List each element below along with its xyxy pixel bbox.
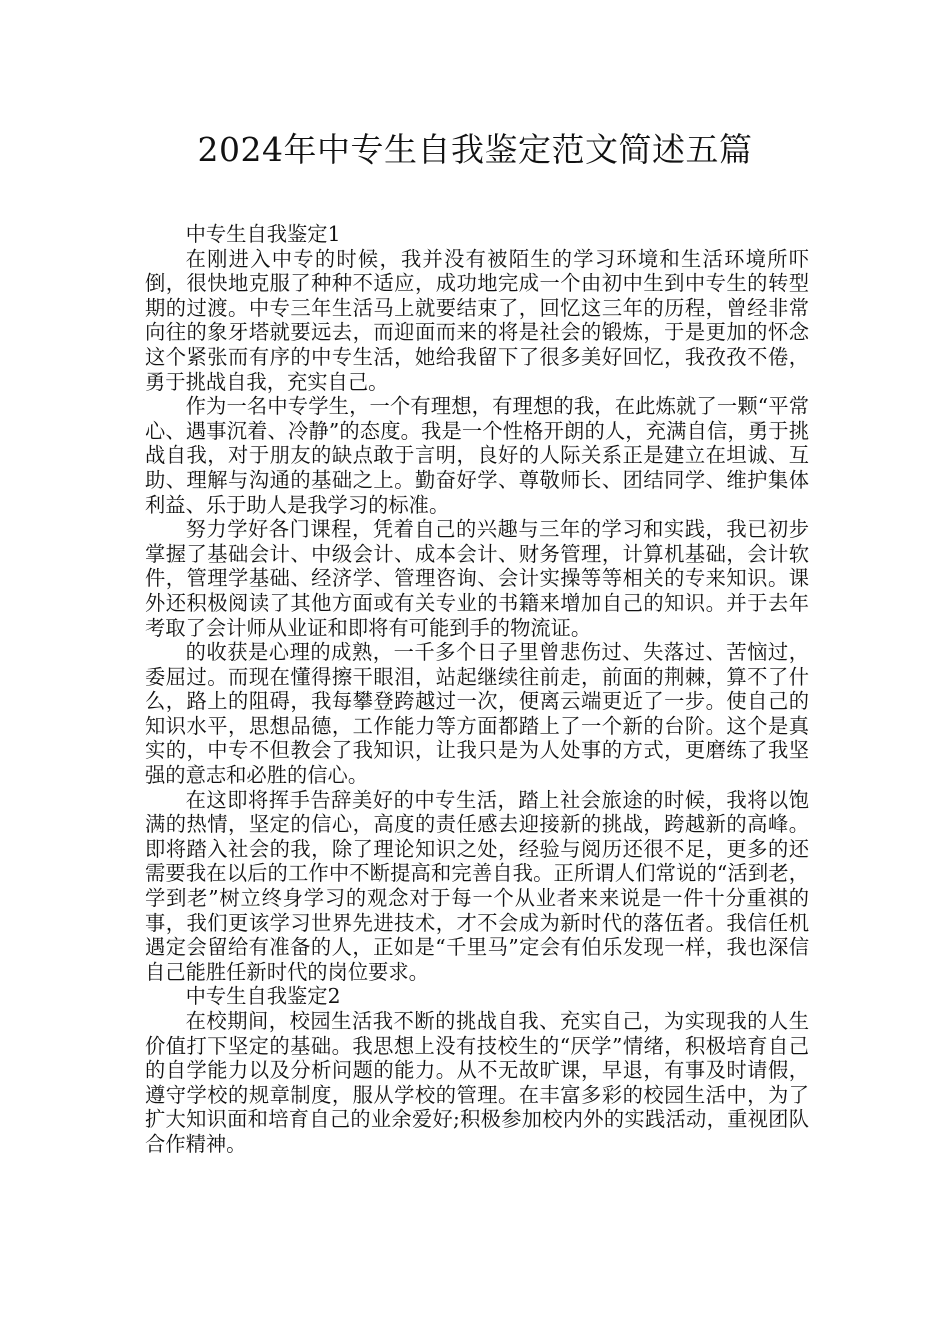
document-title: 2024年中专生自我鉴定范文简述五篇 (197, 130, 753, 169)
paragraph: 在刚进入中专的时候，我并没有被陌生的学习环境和生活环境所吓倒，很快地克服了种种不适应，成功地完成一个由初中生到中专生的转型期的过渡。中专三年生活马上就要结束了，回忆这三年的历程，曾经非常向往的象牙塔就要远去，而迎面而来的将是社会的锻炼，于是更加的怀念这个紧张而有序的中专生活，她给我留下了很多美好回忆，我孜孜不倦，勇于挑战自我，充实自己。 (145, 246, 809, 394)
paragraph: 努力学好各门课程，凭着自己的兴趣与三年的学习和实践，我已初步掌握了基础会计、中级会计、成本会计、财务管理，计算机基础，会计软件，管理学基础、经济学、管理咨询、会计实操等等相关的专来知识。课外还积极阅读了其他方面或有关专业的书籍来增加自己的知识。并于去年考取了会计师从业证和即将有可能到手的物流证。 (145, 517, 809, 640)
document-body (145, 222, 809, 1157)
section-heading-2: 中专生自我鉴定2 (185, 984, 341, 1009)
paragraph: 作为一名中专学生，一个有理想，有理想的我，在此炼就了一颗“平常心、遇事沉着、冷静”的态度。我是一个性格开朗的人，充满自信，勇于挑战自我，对于朋友的缺点敢于言明，良好的人际关系正是建立在坦诚、互助、理解与沟通的基础之上。勤奋好学、尊敬师长、团结同学、维护集体利益、乐于助人是我学习的标准。 (145, 394, 809, 517)
paragraph: 在这即将挥手告辞美好的中专生活，踏上社会旅途的时候，我将以饱满的热情，坚定的信心，高度的责任感去迎接新的挑战，跨越新的高峰。即将踏入社会的我，除了理论知识之处，经验与阅历还很不足，更多的还需要我在以后的工作中不断提高和完善自我。正所谓人们常说的“活到老，学到老”树立终身学习的观念对于每一个从业者来来说是一件十分重祺的事，我们更该学习世界先进技术，才不会成为新时代的落伍者。我信任机遇定会留给有准备的人，正如是“千里马”定会有伯乐发现一样，我也深信自己能胜任新时代的岗位要求。 (145, 787, 809, 984)
section-heading-1: 中专生自我鉴定1 (185, 222, 341, 246)
paragraph: 在校期间，校园生活我不断的挑战自我、充实自己，为实现我的人生价值打下坚定的基础。我思想上没有技校生的“厌学”情绪，积极培育自己的自学能力以及分析问题的能力。从不无故旷课，早退，有事及时请假，遵守学校的规章制度，服从学校的管理。在丰富多彩的校园生活中，为了扩大知识面和培育自己的业余爱好;积极参加校内外的实践活动，重视团队合作精神。 (145, 1009, 809, 1156)
paragraph: 的收获是心理的成熟，一千多个日子里曾悲伤过、失落过、苦恼过，委屈过。而现在懂得擦干眼泪，站起继续往前走，前面的荆棘，算不了什么，路上的阻碍，我每攀登跨越过一次，便离云端更近了一步。使自己的知识水平，思想品德，工作能力等方面都踏上了一个新的台阶。这个是真实的，中专不但教会了我知识，让我只是为人处事的方式，更磨练了我坚强的意志和必胜的信心。 (145, 640, 809, 788)
